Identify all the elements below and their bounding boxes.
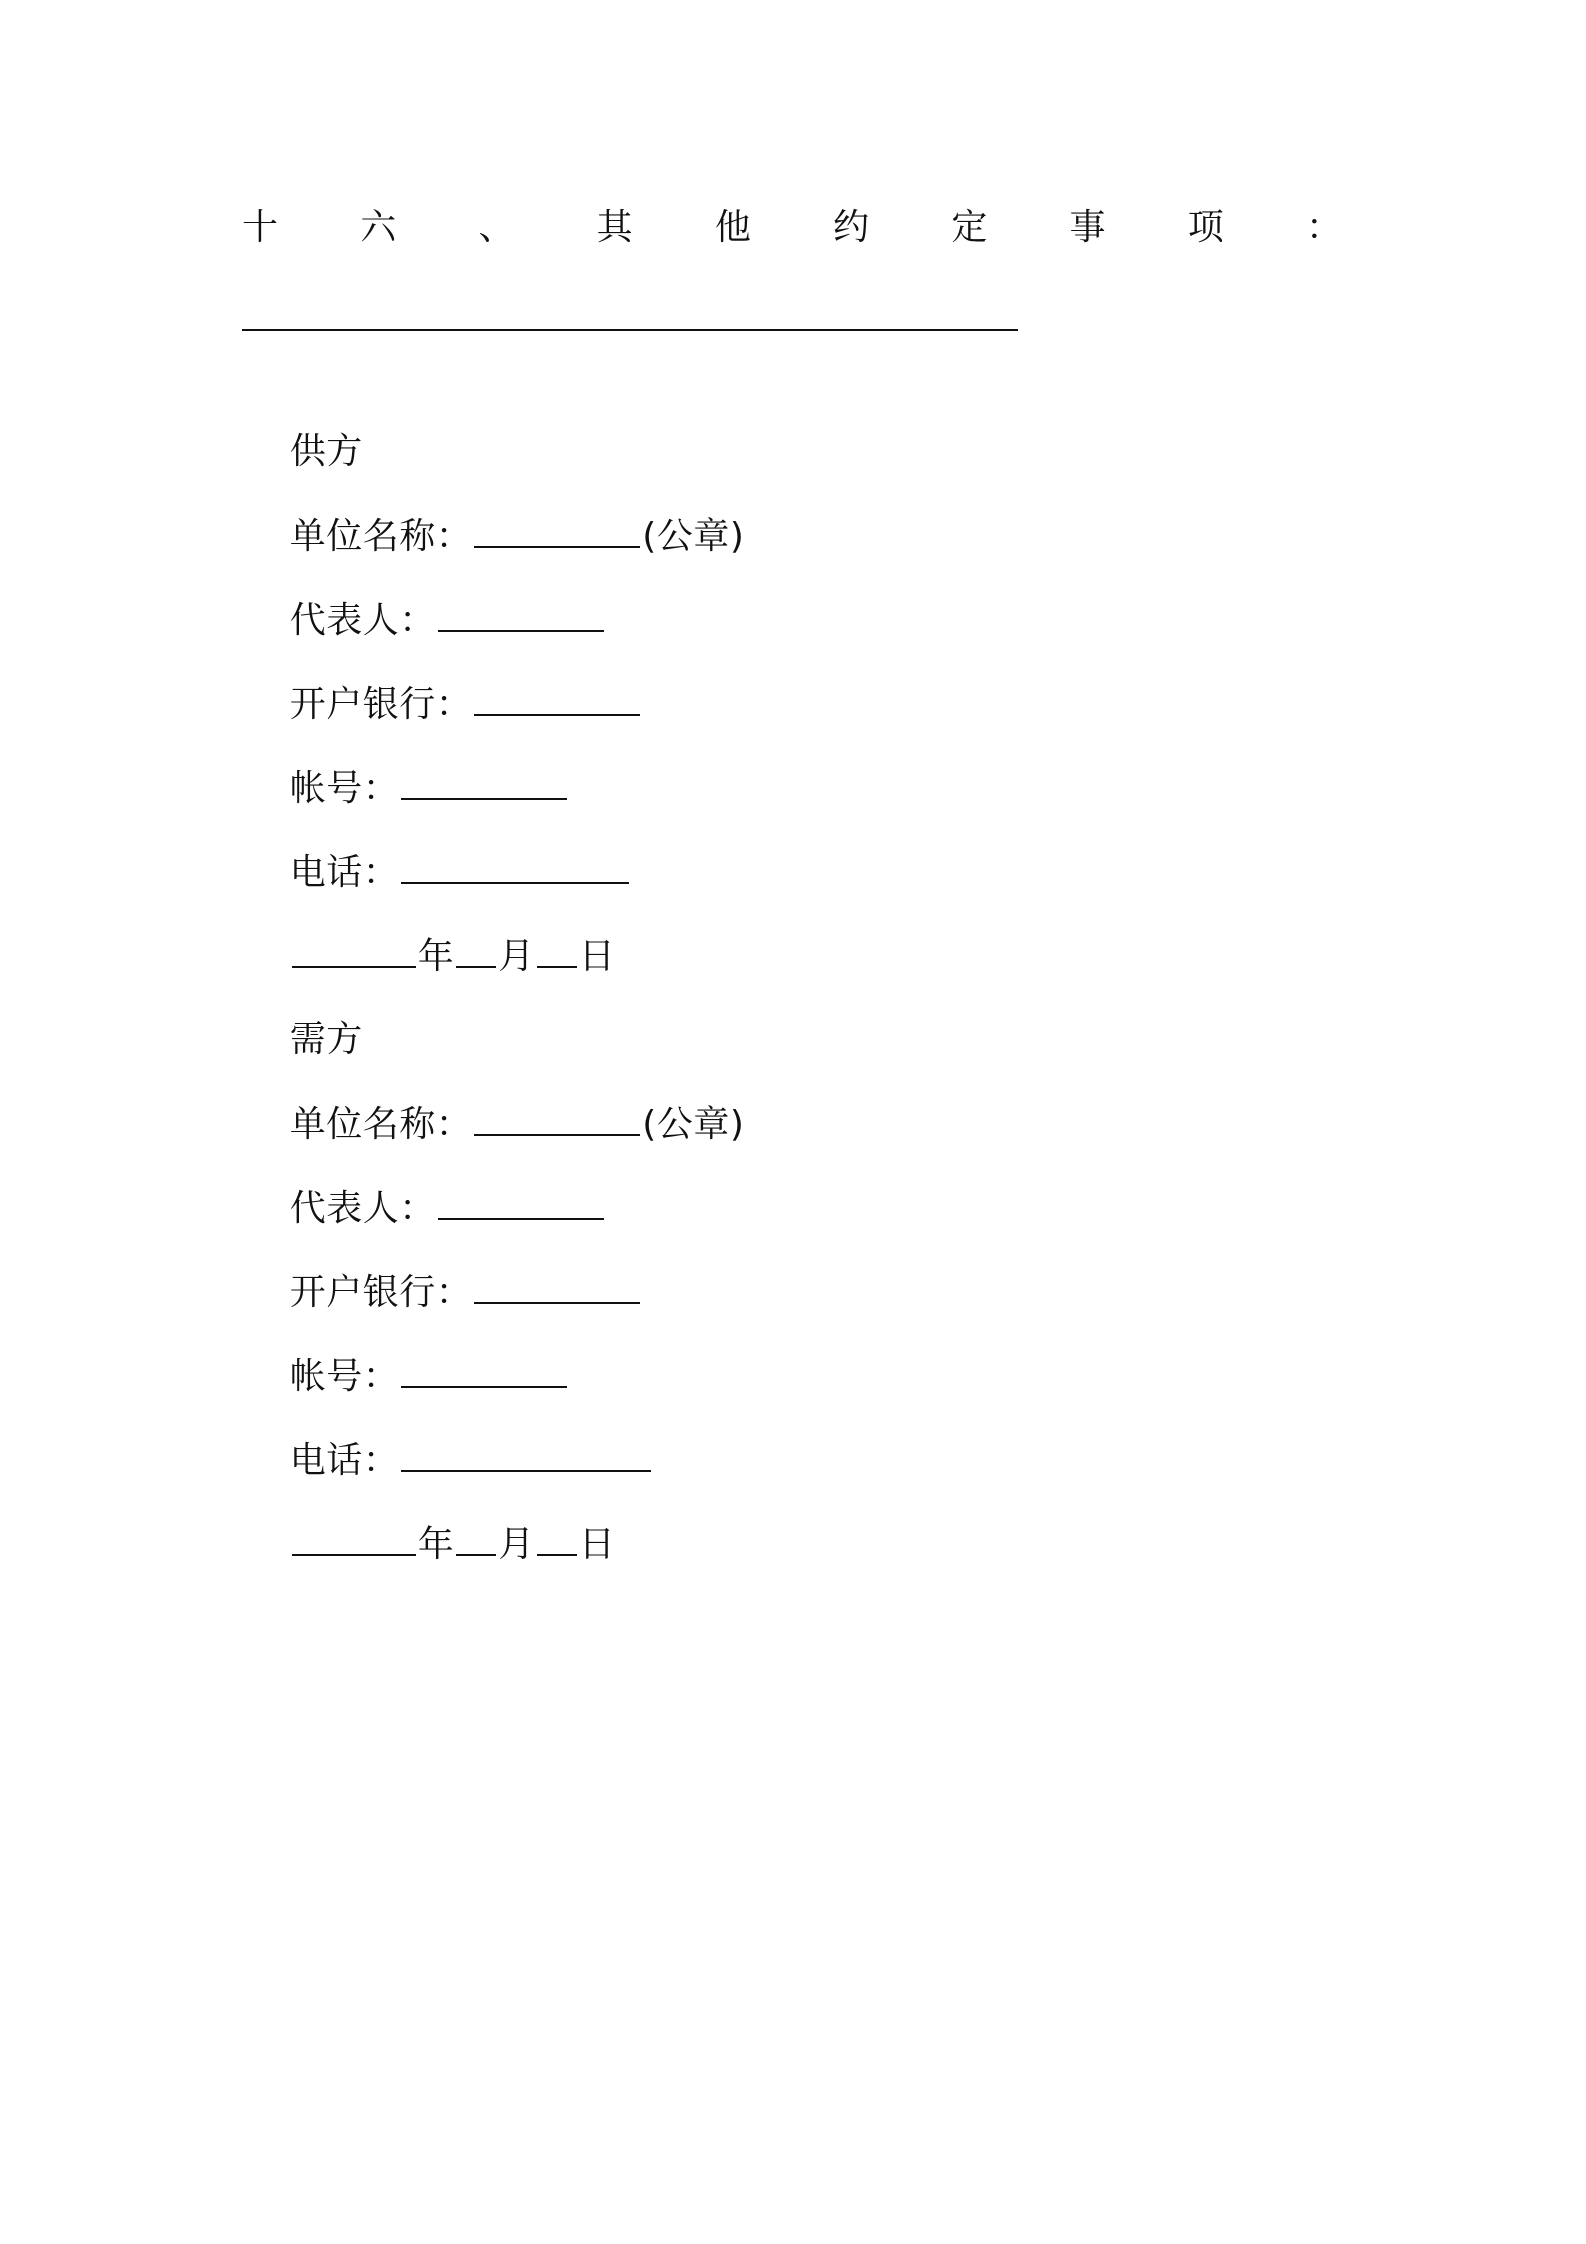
- heading-char: 他: [714, 207, 751, 248]
- section-heading: [242, 200, 1342, 256]
- heading-char: 项: [1187, 207, 1224, 248]
- heading-char: 十: [242, 207, 279, 248]
- buyer-rep-label: 代表人：: [289, 1188, 436, 1229]
- supplier-month-label: 月: [498, 936, 535, 977]
- buyer-month-blank[interactable]: [456, 1516, 496, 1556]
- buyer-year-blank[interactable]: [292, 1516, 416, 1556]
- supplier-month-blank[interactable]: [456, 928, 496, 968]
- heading-char: 事: [1069, 207, 1106, 248]
- supplier-rep-label: 代表人：: [289, 600, 436, 641]
- supplier-account-label: 帐号：: [289, 768, 400, 809]
- buyer-year-label: 年: [417, 1524, 455, 1565]
- buyer-title-text: 需方: [289, 1019, 363, 1060]
- supplier-title-text: 供方: [289, 431, 363, 472]
- buyer-unit-label: 单位名称：: [289, 1104, 473, 1145]
- buyer-date-row: [242, 1460, 615, 1629]
- supplier-unit-label: 单位名称：: [289, 516, 473, 557]
- supplier-seal-label: (公章): [642, 516, 745, 557]
- supplier-year-label: 年: [417, 936, 455, 977]
- supplier-phone-label: 电话：: [289, 852, 400, 893]
- buyer-phone-label: 电话：: [289, 1440, 400, 1481]
- buyer-bank-label: 开户银行：: [289, 1272, 473, 1313]
- buyer-month-label: 月: [498, 1524, 535, 1565]
- heading-char: 六: [360, 207, 397, 248]
- heading-char: 定: [951, 207, 988, 248]
- supplier-day-label: 日: [578, 936, 616, 977]
- buyer-day-label: 日: [578, 1524, 616, 1565]
- supplier-bank-label: 开户银行：: [289, 684, 473, 725]
- heading-char: 其: [596, 207, 633, 248]
- heading-char: ：: [1305, 207, 1342, 248]
- supplier-day-blank[interactable]: [537, 928, 577, 968]
- buyer-seal-label: (公章): [642, 1104, 745, 1145]
- heading-char: 约: [833, 207, 870, 248]
- buyer-account-label: 帐号：: [289, 1356, 400, 1397]
- other-terms-blank-line[interactable]: [242, 329, 1018, 331]
- buyer-day-blank[interactable]: [537, 1516, 577, 1556]
- heading-char: 、: [478, 207, 515, 248]
